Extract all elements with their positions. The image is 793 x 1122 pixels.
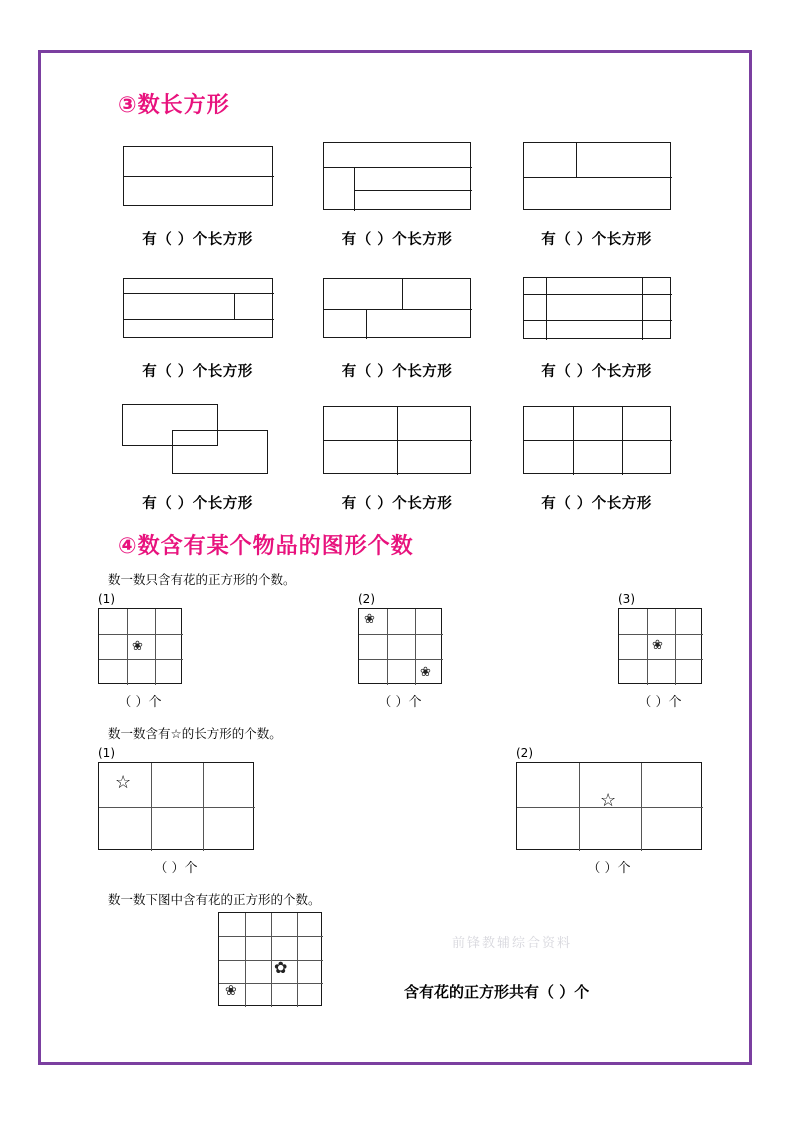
figure-cell-r1c2 bbox=[310, 133, 485, 249]
flower-icon: ❀ bbox=[364, 611, 375, 626]
grid-3x3-a bbox=[98, 608, 182, 684]
task2-item-1-answer: （ ）个 bbox=[154, 861, 198, 876]
figure-r2c2 bbox=[323, 278, 471, 338]
figure-caption: 有（ ）个长方形 bbox=[341, 496, 453, 512]
task1-item-2-label: (2) bbox=[358, 592, 375, 606]
figure-caption: 有（ ）个长方形 bbox=[341, 232, 453, 248]
grid-3x2-b bbox=[516, 762, 702, 850]
figure-r3c1 bbox=[122, 404, 274, 476]
task1-item-2 bbox=[358, 592, 442, 710]
flower-icon: ✿ bbox=[274, 960, 288, 977]
task3-row bbox=[218, 912, 712, 1006]
task2-item-1-label: (1) bbox=[98, 746, 115, 760]
task2-instruction: 数一数含有☆的长方形的个数。 bbox=[108, 726, 282, 741]
figure-caption: 有（ ）个长方形 bbox=[541, 364, 652, 380]
task1-item-3-answer: （ ）个 bbox=[638, 695, 682, 710]
flower-icon: ❀ bbox=[225, 984, 237, 999]
figure-row-2 bbox=[110, 265, 684, 381]
section-4-title: ④数含有某个物品的图形个数 bbox=[118, 534, 414, 559]
grid-4x4 bbox=[218, 912, 322, 1006]
task1-item-3 bbox=[618, 592, 702, 710]
figure-caption: 有（ ）个长方形 bbox=[142, 496, 253, 512]
figure-caption: 有（ ）个长方形 bbox=[541, 496, 652, 512]
task1-item-1-answer: （ ）个 bbox=[118, 695, 162, 710]
figure-r1c2 bbox=[323, 142, 471, 210]
figure-cell-r1c3 bbox=[509, 133, 684, 249]
figure-r3c3 bbox=[523, 406, 671, 474]
flower-icon: ❀ bbox=[420, 664, 431, 679]
figure-cell-r3c3 bbox=[509, 397, 684, 513]
section-3-title: ③数长方形 bbox=[118, 93, 230, 118]
star-icon: ☆ bbox=[600, 790, 617, 810]
figure-caption: 有（ ）个长方形 bbox=[341, 364, 453, 380]
task2-item-2-label: (2) bbox=[516, 746, 533, 760]
figure-cell-r2c1 bbox=[110, 265, 285, 381]
figure-r1c1 bbox=[123, 146, 273, 206]
flower-icon: ❀ bbox=[132, 638, 143, 653]
figure-caption: 有（ ）个长方形 bbox=[541, 232, 652, 248]
watermark: 前锋教辅综合资料 bbox=[452, 936, 573, 951]
task2-item-1 bbox=[98, 746, 254, 876]
figure-cell-r1c1 bbox=[110, 133, 285, 249]
task3-answer: 含有花的正方形共有（ ）个 bbox=[404, 983, 590, 1001]
task1-instruction: 数一数只含有花的正方形的个数。 bbox=[108, 572, 296, 587]
figure-r2c3 bbox=[523, 277, 671, 339]
grid-3x2-a bbox=[98, 762, 254, 850]
task1-item-2-answer: （ ）个 bbox=[378, 695, 422, 710]
figure-r2c1 bbox=[123, 278, 273, 338]
figure-cell-r3c2 bbox=[310, 397, 485, 513]
star-icon: ☆ bbox=[115, 772, 132, 792]
grid-3x3-c bbox=[618, 608, 702, 684]
figure-row-1 bbox=[110, 133, 684, 249]
task2-item-2 bbox=[516, 746, 702, 876]
figure-cell-r2c3 bbox=[509, 265, 684, 381]
figure-caption: 有（ ）个长方形 bbox=[142, 364, 253, 380]
task1-row bbox=[98, 592, 702, 710]
figure-cell-r3c1 bbox=[110, 397, 285, 513]
figure-caption: 有（ ）个长方形 bbox=[142, 232, 253, 248]
figure-row-3 bbox=[110, 397, 684, 513]
task1-item-1 bbox=[98, 592, 182, 710]
task1-item-1-label: (1) bbox=[98, 592, 115, 606]
task3-instruction: 数一数下图中含有花的正方形的个数。 bbox=[108, 892, 321, 907]
task2-item-2-answer: （ ）个 bbox=[587, 861, 631, 876]
figure-cell-r2c2 bbox=[310, 265, 485, 381]
task1-item-3-label: (3) bbox=[618, 592, 635, 606]
flower-icon: ❀ bbox=[652, 637, 663, 652]
task2-row bbox=[98, 746, 702, 876]
figure-r1c3 bbox=[523, 142, 671, 210]
worksheet-content bbox=[38, 50, 752, 1065]
grid-3x3-b bbox=[358, 608, 442, 684]
figure-r3c2 bbox=[323, 406, 471, 474]
